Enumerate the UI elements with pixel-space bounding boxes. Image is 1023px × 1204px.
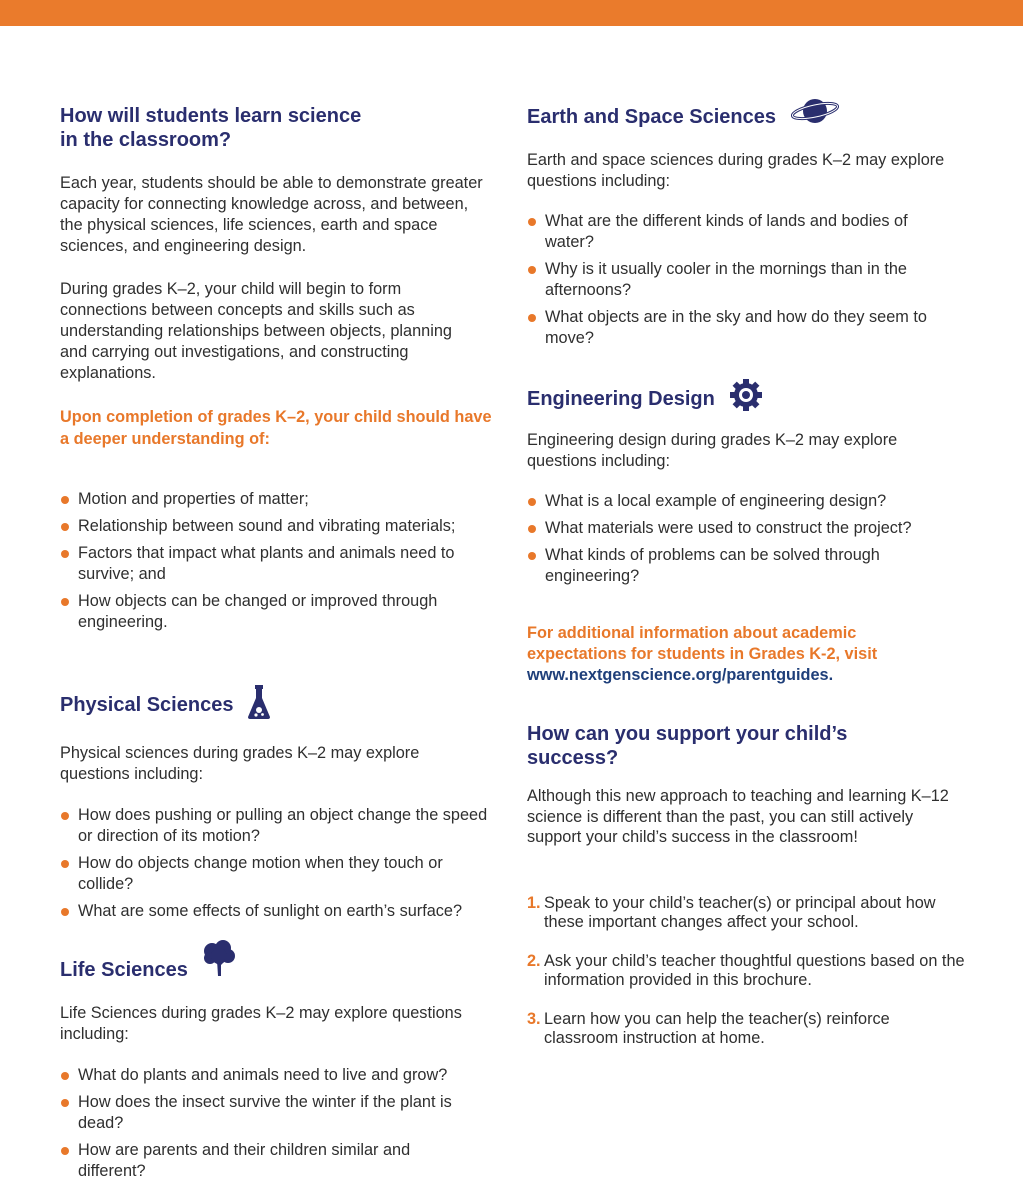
- step-number: 3.: [527, 1010, 541, 1028]
- life-intro: Life Sciences during grades K–2 may explore questions including:: [60, 1004, 462, 1043]
- top-accent-bar: [0, 0, 1023, 26]
- flask-icon: [247, 684, 271, 725]
- list-item: Relationship between sound and vibrating materials;: [60, 516, 460, 537]
- engineering-intro: Engineering design during grades K–2 may explore questions including:: [527, 431, 898, 470]
- earth-bullet-list: [527, 211, 967, 355]
- step-number: 2.: [527, 952, 541, 970]
- list-item: Why is it usually cooler in the mornings than in the afternoons?: [527, 259, 950, 301]
- list-item: How does pushing or pulling an object change the speed or direction of its motion?: [60, 805, 500, 847]
- list-item: Factors that impact what plants and animals need to survive; and: [60, 543, 460, 585]
- list-item: What objects are in the sky and how do they seem to move?: [527, 307, 967, 349]
- physical-intro: Physical sciences during grades K–2 may explore questions including:: [60, 744, 420, 783]
- support-paragraph: Although this new approach to teaching and learning K–12 science is different than the past, you can still actively support your child’s success in the classroom!: [527, 787, 949, 846]
- list-item: What are the different kinds of lands and bodies of water?: [527, 211, 950, 253]
- learn-highlight: Upon completion of grades K–2, your child should have a deeper understanding of:: [60, 408, 492, 448]
- life-bullet-list: [60, 1065, 500, 1188]
- learn-bullet-list: [60, 489, 460, 639]
- list-item: How objects can be changed or improved through engineering.: [60, 591, 460, 633]
- list-item: How does the insect survive the winter if the plant is dead?: [60, 1092, 500, 1134]
- tree-icon: [202, 940, 236, 983]
- planet-icon: [790, 94, 840, 133]
- life-heading: Life Sciences: [60, 958, 188, 981]
- learn-paragraph-2: During grades K–2, your child will begin to form connections between concepts and skills such as understanding relationships between objects, planning and carrying out investigations, and constructing explanations.: [60, 280, 452, 382]
- list-item: What do plants and animals need to live and grow?: [60, 1065, 500, 1086]
- list-item: What are some effects of sunlight on earth’s surface?: [60, 901, 500, 922]
- life-heading-row: [60, 940, 236, 983]
- parent-guides-link[interactable]: www.nextgenscience.org/parentguides.: [527, 666, 834, 684]
- list-item: How do objects change motion when they touch or collide?: [60, 853, 500, 895]
- physical-heading-row: [60, 684, 271, 725]
- engineering-bullet-list: [527, 491, 967, 593]
- additional-info: [527, 623, 947, 686]
- learn-heading: How will students learn science in the classroom?: [60, 105, 362, 151]
- support-heading: How can you support your child’s success?: [527, 723, 848, 769]
- physical-heading: Physical Sciences: [60, 693, 234, 716]
- list-item: How are parents and their children similar and different?: [60, 1140, 438, 1182]
- earth-heading-row: [527, 94, 840, 133]
- list-item: What materials were used to construct the project?: [527, 518, 967, 539]
- physical-bullet-list: [60, 805, 500, 928]
- step-text: Speak to your child’s teacher(s) or principal about how these important changes affect your school.: [544, 894, 936, 931]
- earth-intro: Earth and space sciences during grades K–2 may explore questions including:: [527, 151, 945, 190]
- list-item: Motion and properties of matter;: [60, 489, 460, 510]
- gear-icon: [729, 378, 763, 417]
- learn-paragraph-1: Each year, students should be able to demonstrate greater capacity for connecting knowledge across, and between, the physical sciences, life sciences, earth and space sciences, and engineering design.: [60, 174, 483, 255]
- list-item: [527, 894, 967, 932]
- additional-info-text: For additional information about academic expectations for students in Grades K-2, visit: [527, 624, 878, 663]
- list-item: What is a local example of engineering design?: [527, 491, 967, 512]
- step-number: 1.: [527, 894, 541, 912]
- list-item: [527, 1010, 967, 1048]
- step-text: Learn how you can help the teacher(s) reinforce classroom instruction at home.: [544, 1010, 890, 1047]
- list-item: [527, 952, 967, 990]
- engineering-heading: Engineering Design: [527, 387, 715, 410]
- support-steps: [527, 894, 967, 1068]
- step-text: Ask your child’s teacher thoughtful questions based on the information provided in this brochure.: [544, 952, 965, 989]
- list-item: What kinds of problems can be solved through engineering?: [527, 545, 950, 587]
- earth-heading: Earth and Space Sciences: [527, 105, 777, 128]
- engineering-heading-row: [527, 378, 763, 417]
